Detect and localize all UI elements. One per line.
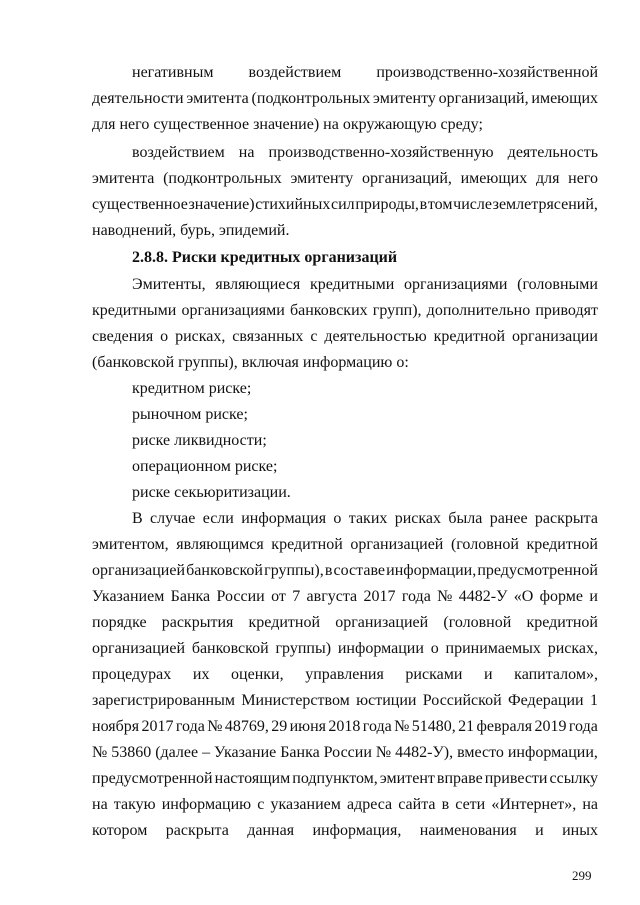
text-line: Указанием Банка России от 7 августа 2017 года № 4482-У «О форме и bbox=[92, 588, 598, 605]
text-line: для него существенное значение) на окружающую среду; bbox=[92, 116, 483, 133]
text-line: рыночном риске; bbox=[132, 406, 248, 423]
text-line: операционном риске; bbox=[132, 458, 278, 475]
text-line: котором раскрыта данная информация, наименования и иных bbox=[92, 822, 598, 839]
text-line: (банковской группы), включая информацию о: bbox=[92, 354, 409, 371]
text-line: эмитента (подконтрольных эмитенту организаций, имеющих для него bbox=[92, 170, 598, 187]
text-line: Эмитенты, являющиеся кредитными организациями (головными bbox=[132, 276, 598, 293]
text-line: эмитентом, являющимся кредитной организацией (головной кредитной bbox=[92, 536, 598, 553]
text-line: существенное значение) стихийных сил природы, в том числе землетрясений, bbox=[92, 196, 598, 213]
text-line: предусмотренной настоящим подпунктом, эмитент вправе привести ссылку bbox=[92, 770, 598, 787]
text-line: № 53860 (далее – Указание Банка России № 4482-У), вместо информации, bbox=[92, 744, 598, 761]
text-line: негативным воздействием производственно-хозяйственной bbox=[132, 64, 598, 81]
text-line: ноября 2017 года № 48769, 29 июня 2018 года № 51480, 21 февраля 2019 года bbox=[92, 718, 598, 735]
text-line: процедурах их оценки, управления рисками и капиталом», bbox=[92, 666, 598, 683]
text-line: воздействием на производственно-хозяйственную деятельность bbox=[132, 144, 598, 161]
text-line: организацией банковской группы), в составе информации, предусмотренной bbox=[92, 562, 598, 579]
text-line: кредитном риске; bbox=[132, 380, 252, 397]
text-line: деятельности эмитента (подконтрольных эмитенту организаций, имеющих bbox=[92, 90, 598, 107]
text-line: зарегистрированным Министерством юстиции Российской Федерации 1 bbox=[92, 692, 598, 709]
text-line: сведения о рисках, связанных с деятельностью кредитной организации bbox=[92, 328, 598, 345]
text-line: порядке раскрытия кредитной организацией (головной кредитной bbox=[92, 614, 598, 631]
section-heading: 2.8.8. Риски кредитных организаций bbox=[132, 249, 398, 266]
text-line: В случае если информация о таких рисках была ранее раскрыта bbox=[132, 510, 598, 527]
page-number: 299 bbox=[572, 868, 592, 883]
text-line: риске секьюритизации. bbox=[132, 484, 291, 501]
text-line: наводнений, бурь, эпидемий. bbox=[92, 222, 290, 239]
text-line: риске ликвидности; bbox=[132, 432, 267, 449]
text-line: кредитными организациями банковских групп), дополнительно приводят bbox=[92, 302, 598, 319]
text-line: на такую информацию с указанием адреса сайта в сети «Интернет», на bbox=[92, 796, 598, 813]
text-line: организацией банковской группы) информации о принимаемых рисках, bbox=[92, 640, 598, 657]
